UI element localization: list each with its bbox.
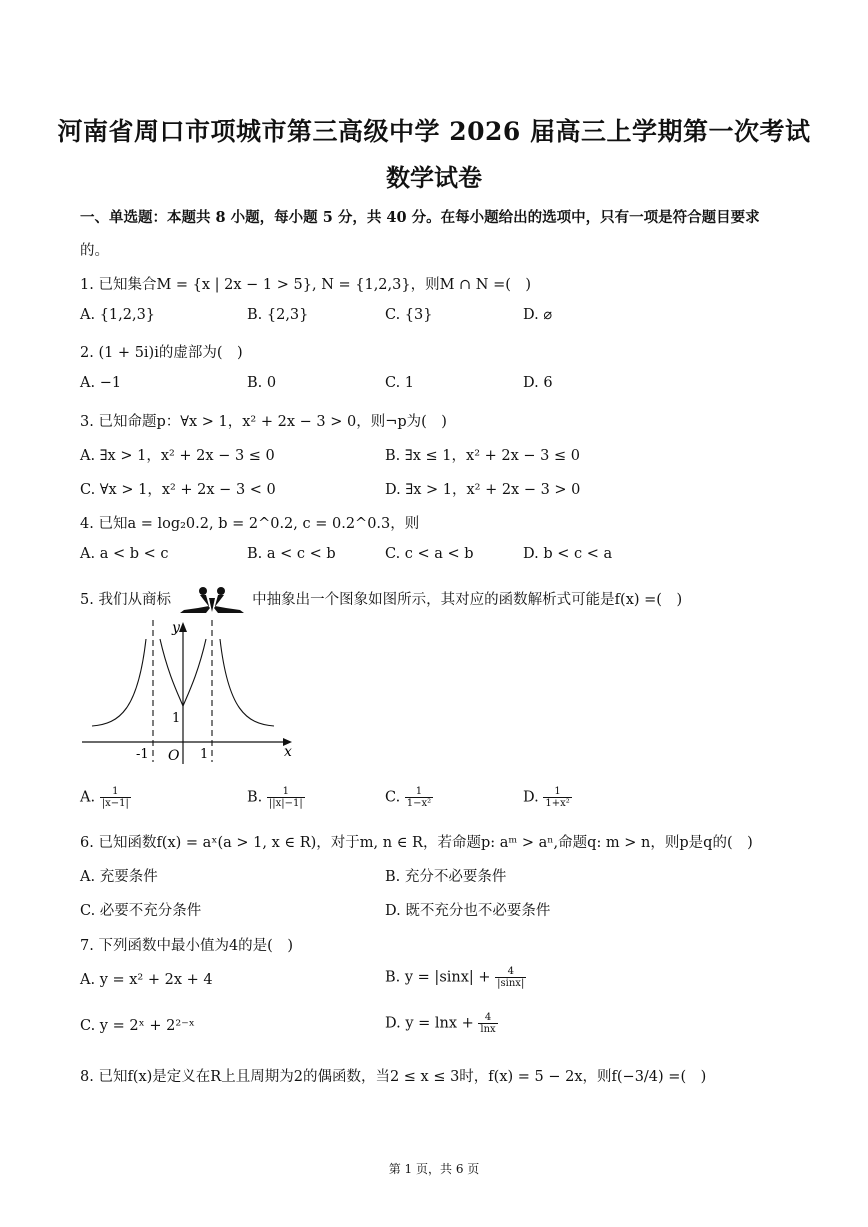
q7-option-c: C. y = 2ˣ + 2²⁻ˣ [80,1018,195,1034]
frac-num: 4 [495,966,526,978]
q7-option-b [385,966,526,989]
exam-title: 河南省周口市项城市第三高级中学 2026 届高三上学期第一次考试 [57,117,811,146]
q3-option-a: A. ∃x > 1，x² + 2x − 3 ≤ 0 [80,448,275,464]
q7-option-b-frac [495,966,526,989]
question-1-stem: 1. 已知集合M = {x | 2x − 1 > 5}, N = {1,2,3}，则M ∩ N =( ) [80,277,532,293]
q5-option-c [385,786,433,809]
question-3-stem: 3. 已知命题p：∀x > 1，x² + 2x − 3 > 0，则¬p为( ) [80,414,447,430]
curve-left-outer [92,639,146,726]
q1-option-c: C. {3} [385,307,433,323]
q2-option-a: A. −1 [80,375,122,391]
q5-option-a-frac [100,786,131,809]
frac-num: 1 [267,786,305,798]
section-heading: 一、单选题：本题共 8 小题，每小题 5 分，共 40 分。在每小题给出的选项中，只有一项是符合题目要求 [80,209,760,226]
q5-option-a [80,786,131,809]
q6-option-d: D. 既不充分也不必要条件 [385,903,551,919]
q1-option-a: A. {1,2,3} [80,307,156,323]
q2-option-b: B. 0 [247,375,277,391]
y-tick-label-1: 1 [172,711,181,726]
q5-option-b-letter: B. [247,789,263,806]
q5-function-graph [80,614,295,764]
frac-den: |x−1| [101,798,129,809]
q5-option-c-letter: C. [385,789,401,806]
q5-option-d-letter: D. [523,789,539,806]
logo-icon [176,586,248,614]
q2-option-d: D. 6 [523,375,553,391]
q7-option-b-text: B. y = |sinx| + [385,969,496,986]
q7-option-a: A. y = x² + 2x + 4 [80,972,213,988]
frac-den: |sinx| [497,978,525,989]
frac-den: 1+x² [545,798,570,809]
q6-option-c: C. 必要不充分条件 [80,903,202,919]
q4-option-a: A. a < b < c [80,546,169,562]
frac-num: 1 [543,786,571,798]
q3-option-b: B. ∃x ≤ 1，x² + 2x − 3 ≤ 0 [385,448,580,464]
frac-num: 4 [478,1012,497,1024]
frac-num: 1 [100,786,131,798]
origin-label: O [168,748,180,764]
q4-option-b: B. a < c < b [247,546,336,562]
y-axis-arrow [179,622,187,632]
question-7-stem: 7. 下列函数中最小值为4的是( ) [80,938,293,954]
q5-option-b [247,786,305,809]
question-6-stem: 6. 已知函数f(x) = aˣ(a > 1, x ∈ R)，对于m, n ∈ R，若命题p: aᵐ > aⁿ,命题q: m > n，则p是q的( ) [80,835,753,851]
question-8-stem: 8. 已知f(x)是定义在R上且周期为2的偶函数，当2 ≤ x ≤ 3时，f(x) = 5 − 2x，则f(−3/4) =( ) [80,1069,707,1085]
q5-option-b-frac [267,786,305,809]
q6-option-b: B. 充分不必要条件 [385,869,507,885]
q7-option-d-text: D. y = lnx + [385,1015,479,1032]
q3-option-d: D. ∃x > 1，x² + 2x − 3 > 0 [385,482,581,498]
tick-label-neg1: -1 [136,747,149,762]
q5-option-d [523,786,572,809]
question-4-stem: 4. 已知a = log₂0.2, b = 2^0.2, c = 0.2^0.3，则 [80,516,420,532]
q2-option-c: C. 1 [385,375,415,391]
page-footer: 第 1 页，共 6 页 [388,1162,480,1176]
exam-subtitle: 数学试卷 [386,163,482,192]
x-axis-label: x [284,744,292,760]
q5-option-c-frac [405,786,433,809]
q1-option-d: D. ⌀ [523,307,553,323]
q3-option-c: C. ∀x > 1，x² + 2x − 3 < 0 [80,482,276,498]
q7-option-d-frac [478,1012,497,1035]
q5-stem-prefix: 5. 我们从商标 [80,592,171,608]
q7-option-d [385,1012,498,1035]
q6-option-a: A. 充要条件 [80,869,158,885]
frac-den: lnx [480,1024,496,1035]
question-5-stem [80,586,682,614]
frac-num: 1 [405,786,433,798]
question-2-stem: 2. (1 + 5i)i的虚部为( ) [80,345,243,361]
q5-stem-suffix: 中抽象出一个图象如图所示，其对应的函数解析式可能是f(x) =( ) [252,592,683,608]
frac-den: ||x|−1| [268,798,303,809]
y-axis-label: y [172,620,180,636]
tick-label-1: 1 [200,747,209,762]
q5-option-a-letter: A. [80,789,96,806]
curve-right-outer [220,639,274,726]
section-heading-cont: 的。 [80,243,109,259]
q5-option-d-frac [543,786,571,809]
q4-option-c: C. c < a < b [385,546,474,562]
q1-option-b: B. {2,3} [247,307,309,323]
frac-den: 1−x² [406,798,432,809]
q4-option-d: D. b < c < a [523,546,613,562]
